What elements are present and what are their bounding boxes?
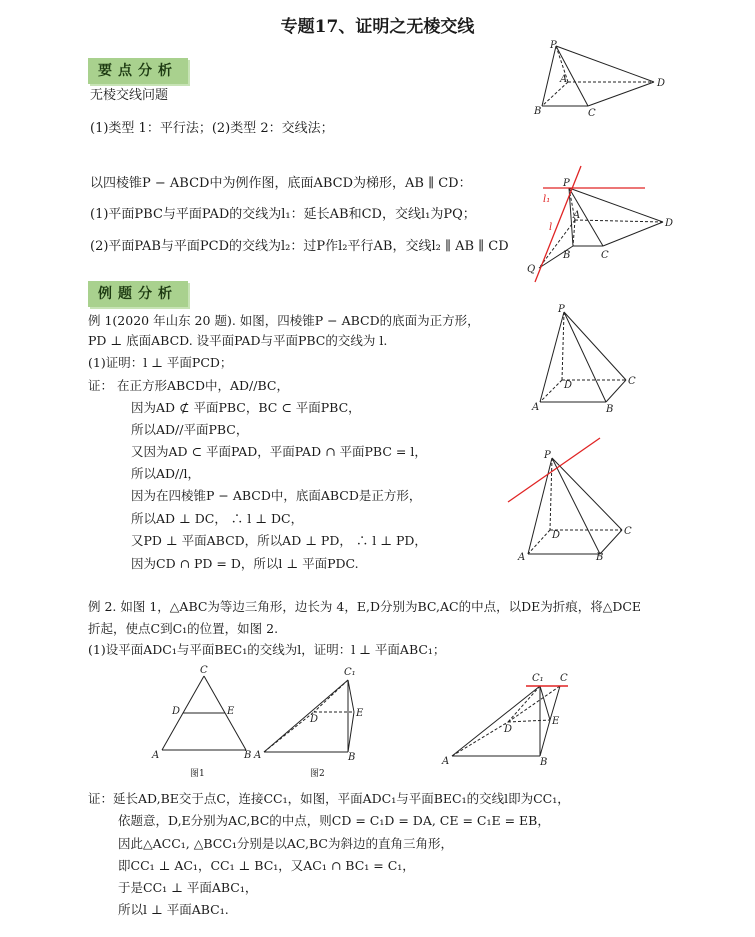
- vertex-label: C: [601, 250, 609, 261]
- vertex-label: A: [442, 756, 450, 767]
- proof2-line: 依题意，D,E分别为AC,BC的中点，则CD = C₁D = DA, CE = C₁E = EB，: [118, 813, 550, 828]
- example1-line: 证： 在正方形ABCD中，AD//BC，: [88, 378, 289, 393]
- vertex-label: P: [544, 450, 551, 461]
- vertex-label: P: [558, 304, 565, 315]
- example1-line: (1)证明：l ⊥ 平面PCD；: [88, 355, 233, 370]
- vertex-label: E: [227, 706, 235, 717]
- vertex-label: E: [356, 708, 364, 719]
- vertex-label: C: [560, 673, 568, 684]
- figure-caption: 图2: [310, 769, 325, 779]
- pyramid-figure-c: [528, 300, 648, 415]
- proof2-line: 即CC₁ ⊥ AC₁，CC₁ ⊥ BC₁，又AC₁ ∩ BC₁ = C₁，: [118, 858, 415, 873]
- example1-line: 因为在四棱锥P − ABCD中，底面ABCD是正方形，: [131, 488, 422, 503]
- vertex-label: A: [152, 750, 160, 761]
- line-label: l: [549, 222, 553, 233]
- proof2-line: 于是CC₁ ⊥ 平面ABC₁，: [118, 880, 258, 895]
- vertex-label: D: [665, 218, 674, 229]
- text-line: 以四棱锥P − ABCD中为例作图，底面ABCD为梯形，AB ∥ CD：: [90, 176, 472, 191]
- example2-line: 折起，使点C到C₁的位置，如图 2.: [88, 621, 279, 636]
- vertex-label: C: [588, 108, 596, 118]
- example1-line: 又PD ⊥ 平面ABCD，所以AD ⊥ PD， ∴ l ⊥ PD，: [131, 533, 427, 548]
- example2-line: (1)设平面ADC₁与平面BEC₁的交线为l，证明：l ⊥ 平面ABC₁；: [88, 642, 446, 657]
- vertex-label: B: [563, 250, 571, 261]
- section-badge-examples: 例题分析: [88, 281, 188, 307]
- example1-line: 因为CD ∩ PD = D，所以l ⊥ 平面PDC.: [131, 556, 359, 571]
- vertex-label: C: [628, 376, 636, 387]
- vertex-label: B: [244, 750, 252, 761]
- vertex-label: B: [348, 752, 356, 762]
- vertex-label: B: [606, 404, 614, 415]
- vertex-label: A: [532, 402, 540, 413]
- proof2-line: 所以l ⊥ 平面ABC₁.: [118, 902, 229, 917]
- triangle-figure-2: [252, 662, 372, 762]
- example2-line: 例 2. 如图 1，△ABC为等边三角形，边长为 4，E,D分别为BC,AC的中点，以DE为折痕，将△DCE: [88, 599, 642, 614]
- text-line: 无棱交线问题: [90, 88, 169, 103]
- triangle-figure-3: [440, 668, 590, 768]
- page-title: 专题17、证明之无棱交线: [280, 17, 475, 37]
- figure-caption: 图1: [190, 769, 205, 779]
- vertex-label: D: [504, 724, 513, 735]
- example1-line: 例 1(2020 年山东 20 题). 如图，四棱锥P − ABCD的底面为正方形，: [88, 313, 480, 328]
- vertex-label: C₁: [532, 673, 544, 684]
- vertex-label: D: [564, 380, 573, 391]
- text-line: (2)平面PAB与平面PCD的交线为l₂：过P作l₂平行AB，交线l₂ ∥ AB ∥ CD: [90, 239, 509, 254]
- line-label: l₁: [543, 194, 551, 205]
- section-badge-key-points: 要点分析: [88, 58, 188, 84]
- vertex-label: C: [624, 526, 632, 537]
- vertex-label: C₁: [344, 667, 356, 678]
- vertex-label: B: [540, 757, 548, 768]
- text-line: (1)类型 1：平行法；(2)类型 2：交线法；: [90, 121, 334, 136]
- example1-line: 所以AD//平面PBC，: [131, 422, 249, 437]
- vertex-label: A: [518, 552, 526, 561]
- example1-line: 所以AD ⊥ DC， ∴ l ⊥ DC，: [131, 511, 304, 526]
- vertex-label: C: [200, 665, 208, 676]
- pyramid-figure-a: [530, 38, 680, 118]
- proof2-line: 证：延长AD,BE交于点C，连接CC₁，如图，平面ADC₁与平面BEC₁的交线l即为CC₁，: [88, 791, 570, 806]
- pyramid-figure-b: [525, 162, 685, 288]
- vertex-label: B: [534, 106, 542, 117]
- vertex-label: B: [596, 552, 604, 561]
- example1-line: 又因为AD ⊂ 平面PAD，平面PAD ∩ 平面PBC = l，: [131, 444, 427, 459]
- example1-line: 因为AD ⊄ 平面PBC，BC ⊂ 平面PBC，: [131, 400, 361, 415]
- vertex-label: D: [657, 78, 666, 89]
- vertex-label: P: [563, 178, 570, 189]
- vertex-label: E: [552, 716, 560, 727]
- vertex-label: D: [552, 530, 561, 541]
- vertex-label: P: [550, 40, 557, 51]
- vertex-label: A: [560, 74, 568, 85]
- proof2-line: 因此△ACC₁, △BCC₁分别是以AC,BC为斜边的直角三角形，: [118, 836, 453, 851]
- vertex-label: A: [573, 210, 581, 221]
- example1-line: PD ⊥ 底面ABCD. 设平面PAD与平面PBC的交线为 l.: [88, 333, 388, 348]
- example1-line: 所以AD//l，: [131, 466, 200, 481]
- pyramid-figure-d: [500, 436, 650, 561]
- text-line: (1)平面PBC与平面PAD的交线为l₁：延长AB和CD，交线l₁为PQ；: [90, 207, 476, 222]
- triangle-figure-1: [150, 662, 260, 762]
- vertex-label: Q: [527, 264, 536, 275]
- vertex-label: A: [254, 750, 262, 761]
- vertex-label: D: [172, 706, 181, 717]
- vertex-label: D: [310, 714, 319, 725]
